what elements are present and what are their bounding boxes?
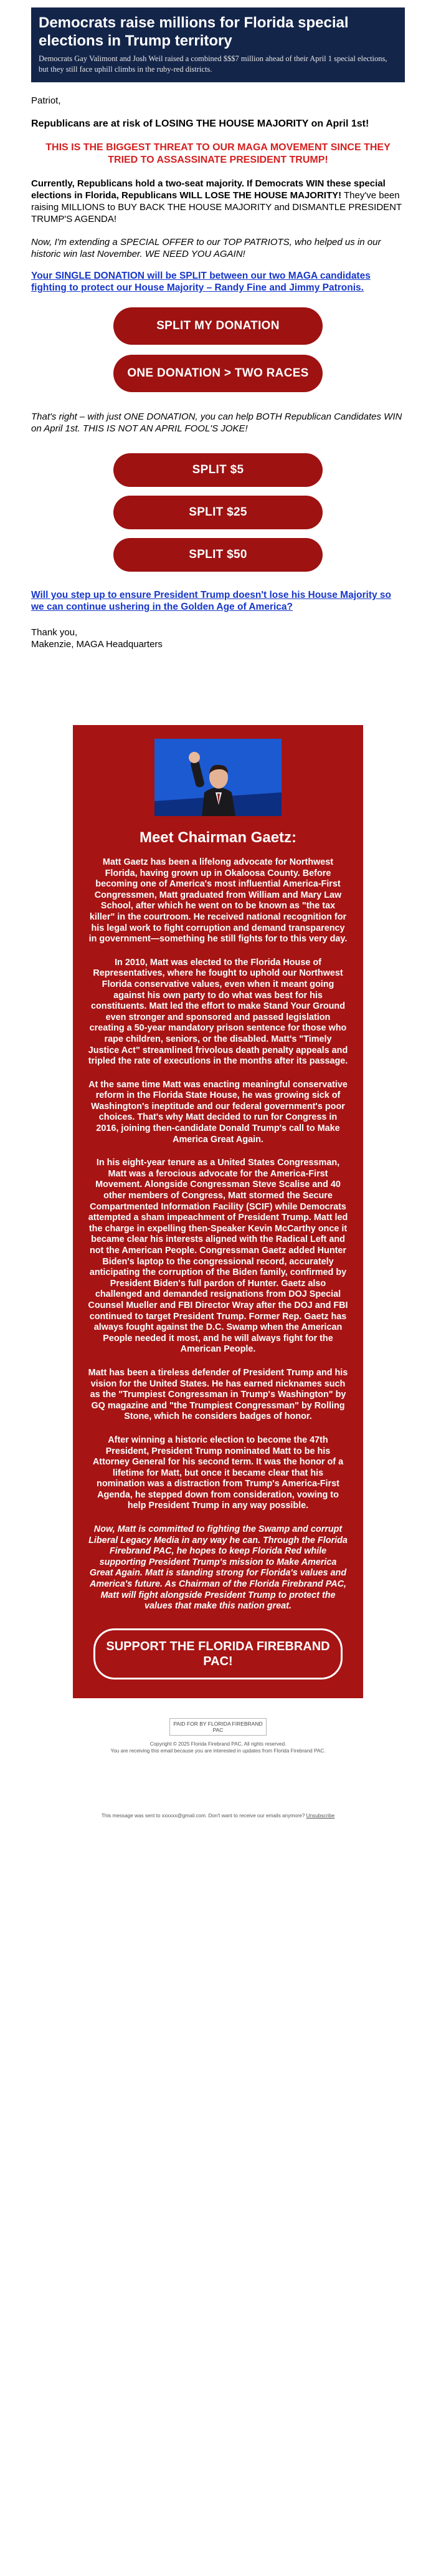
split-25-button[interactable]: SPLIT $25 bbox=[113, 496, 323, 529]
primary-buttons bbox=[31, 294, 405, 392]
chairman-bio-4: In his eight-year tenure as a United States Congressman, Matt was a ferocious advocate for the America-First Movement. Alongside Congressman Steve Scalise and 40 other members of Congress, Matt stormed the Secure Compartmented Information Facility (SCIF) while Democrats attempted a sham impeachment of President Trump. Matt led the charge in expelling then-Speaker Kevin McCarthy once it became clear his interests aligned with the Radical Left and not the American People. Congressman Gaetz added Hunter Biden's laptop to the congressional record, accurately anticipating the corruption of the Biden family, confirmed by President Biden's full pardon of Hunter. Gaetz also challenged and demanded resignations from DOJ Special Counsel Mueller and FBI Director Wray after the DOJ and FBI continued to target President Trump. Former Rep. Gaetz has always fought against the D.C. Swamp when the American People needed it most, and he will always fight for the American People. bbox=[88, 1158, 348, 1355]
majority-paragraph-rest: They've been raising MILLIONS to BUY BACK THE HOUSE MAJORITY and DISMANTLE PRESIDENT TRUMP'S AGENDA! bbox=[31, 190, 402, 224]
closing bbox=[31, 627, 405, 650]
chairman-bio-5: Matt has been a tireless defender of President Trump and his vision for the United States. He has earned nicknames such as the "Trumpiest Congressman in Trump's Washington" by GQ magazine and "the Trumpiest Congressman" by Rolling Stone, which he considers badges of honor. bbox=[88, 1367, 348, 1422]
news-banner[interactable] bbox=[31, 7, 405, 82]
chairman-photo bbox=[154, 739, 282, 816]
salutation: Patriot, bbox=[31, 95, 61, 106]
unsubscribe-link[interactable]: Unsubscribe bbox=[306, 1812, 335, 1819]
footer-unsubscribe-line bbox=[0, 1813, 436, 1819]
receiving-text: You are receiving this email because you are interested in updates from Florida Firebrand PAC. bbox=[110, 1747, 326, 1754]
split-paragraph bbox=[31, 270, 405, 294]
chairman-bio-3: At the same time Matt was enacting meaningful conservative reform in the Florida State House, he was growing sick of Washington's ineptitude and our federal government's poor choices. That's why Matt decided to run for Congress in 2016, joining then-candidate Donald Trump's call to Make America Great Again. bbox=[88, 1079, 348, 1145]
majority-paragraph bbox=[31, 178, 405, 225]
email-page bbox=[0, 7, 436, 1819]
april-fools-paragraph: That's right – with just ONE DONATION, you can help BOTH Republican Candidates WIN on April 1st. THIS IS NOT AN APRIL FOOL'S JOKE! bbox=[31, 411, 402, 434]
one-donation-two-races-button[interactable]: ONE DONATION > TWO RACES bbox=[113, 355, 323, 392]
footer-legal bbox=[0, 1741, 436, 1754]
chairman-title: Meet Chairman Gaetz: bbox=[139, 829, 297, 846]
step-up-paragraph bbox=[31, 589, 405, 613]
step-up-link[interactable]: Will you step up to ensure President Trump doesn't lose his House Majority so we can continue ushering in the Golden Age of America? bbox=[31, 590, 392, 612]
chairman-bio-1: Matt Gaetz has been a lifelong advocate for Northwest Florida, having grown up in Okaloosa County. Before becoming one of America's most influential America-First Congressmen, Matt graduated from William and Mary Law School, after which he went on to be known as "the tax killer" in the courtroom. He received national recognition for his legal work to fight corruption and demand transparency in government—something he still fights for to this very day. bbox=[88, 857, 348, 944]
signature-text: Makenzie, MAGA Headquarters bbox=[31, 639, 163, 650]
chairman-bio-7: Now, Matt is committed to fighting the Swamp and corrupt Liberal Legacy Media in any way he can. Through the Florida Firebrand PAC, he hopes to keep Florida Red while supporting President Trump's mission to Make America Great Again. Matt is standing strong for Florida's values and America's future. As Chairman of the Florida Firebrand PAC, Matt will fight alongside President Trump to protect the values that make this nation great. bbox=[88, 1524, 348, 1612]
split-5-button[interactable]: SPLIT $5 bbox=[113, 453, 323, 487]
chairman-bio-2: In 2010, Matt was elected to the Florida House of Representatives, where he fought to uphold our Northwest Florida conservative values, even when it meant going against his own party to do what was best for his constituents. Matt led the effort to make Stand Your Ground even stronger and sponsored and passed legislation creating a 50-year mandatory prison sentence for those who rape children, seniors, or the disabled. Matt's "Timely Justice Act" streamlined frivolous death penalty appeals and tripled the rate of executions in the months after its passage. bbox=[88, 957, 348, 1067]
alert-text: THIS IS THE BIGGEST THREAT TO OUR MAGA MOVEMENT SINCE THEY TRIED TO ASSASSINATE PRESIDENT TRUMP! bbox=[45, 142, 391, 165]
split-50-button[interactable]: SPLIT $50 bbox=[113, 538, 323, 572]
letter bbox=[31, 95, 405, 294]
thanks-text: Thank you, bbox=[31, 627, 78, 638]
split-donation-link[interactable]: Your SINGLE DONATION will be SPLIT between our two MAGA candidates fighting to protect our House Majority – Randy Fine and Jimmy Patronis. bbox=[31, 271, 371, 293]
paid-for-disclaimer: PAID FOR BY FLORIDA FIREBRAND PAC bbox=[169, 1718, 267, 1736]
sent-to-text: This message was sent to xxxxxx@gmail.com. Don't want to receive our emails anymore? bbox=[101, 1812, 305, 1819]
support-pac-button[interactable]: SUPPORT THE FLORIDA FIREBRAND PAC! bbox=[93, 1628, 343, 1680]
copyright-text: Copyright © 2025 Florida Firebrand PAC, All rights reserved. bbox=[149, 1741, 287, 1747]
amount-buttons bbox=[31, 435, 405, 572]
chairman-bio-6: After winning a historic election to become the 47th President, President Trump nominated Matt to be his Attorney General for his second term. It was the honor of a lifetime for Matt, but once it became clear that his nomination was a distraction from Trump's America-First Agenda, he stepped down from consideration, vowing to help President Trump in any way possible. bbox=[92, 1435, 344, 1511]
split-my-donation-button[interactable]: SPLIT MY DONATION bbox=[113, 307, 323, 345]
email-body bbox=[31, 7, 405, 650]
banner-headline: Democrats raise millions for Florida special elections in Trump territory bbox=[39, 14, 349, 49]
warning-text: Republicans are at risk of LOSING THE HOUSE MAJORITY on April 1st! bbox=[31, 118, 369, 129]
chairman-section bbox=[73, 725, 363, 1698]
special-offer-paragraph: Now, I'm extending a SPECIAL OFFER to our TOP PATRIOTS, who helped us in our historic win last November. WE NEED YOU AGAIN! bbox=[31, 237, 381, 259]
majority-paragraph-bold: Currently, Republicans hold a two-seat majority. If Democrats WIN these special elections in Florida, Republicans WILL LOSE THE HOUSE MAJORITY! bbox=[31, 178, 386, 201]
chairman-photo-illustration bbox=[154, 739, 282, 816]
banner-subhead: Democrats Gay Valimont and Josh Weil raised a combined $$$7 million ahead of their April 1 special elections, but they still face uphill climbs in the ruby-red districts. bbox=[39, 54, 387, 74]
